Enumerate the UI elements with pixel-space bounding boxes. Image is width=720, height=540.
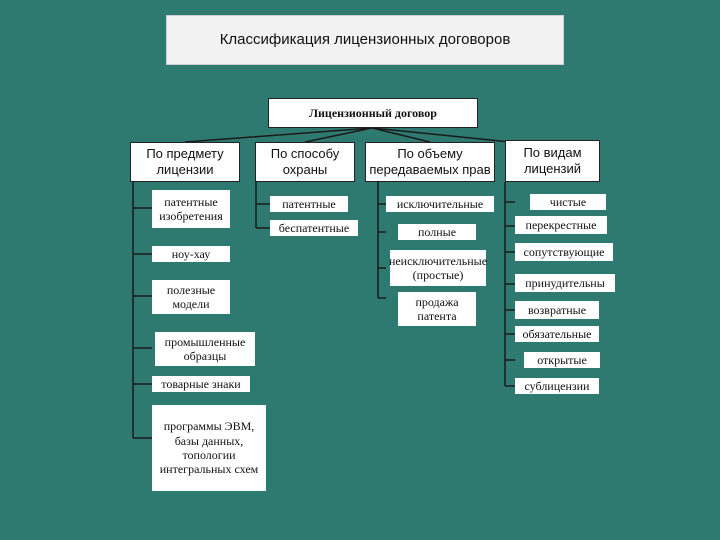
type-item-mandatory: обязательные: [515, 326, 599, 342]
protection-item-non-patent: беспатентные: [270, 220, 358, 236]
type-item-open: открытые: [524, 352, 600, 368]
type-item-compulsory: принудительны: [515, 274, 615, 292]
type-item-sublicense: сублицензии: [515, 378, 599, 394]
category-protection: По способу охраны: [255, 142, 355, 182]
root-node: Лицензионный договор: [268, 98, 478, 128]
subject-item-patent-inventions: патентные изобретения: [152, 190, 230, 228]
scope-item-full: полные: [398, 224, 476, 240]
category-subject: По предмету лицензии: [130, 142, 240, 182]
protection-item-patent: патентные: [270, 196, 348, 212]
scope-item-exclusive: исключительные: [386, 196, 494, 212]
type-item-accompanying: сопутствующие: [515, 243, 613, 261]
scope-item-non-exclusive: неисключительные (простые): [390, 250, 486, 286]
scope-item-patent-sale: продажа патента: [398, 292, 476, 326]
category-types: По видам лицензий: [505, 140, 600, 182]
type-item-pure: чистые: [530, 194, 606, 210]
subject-item-know-how: ноу-хау: [152, 246, 230, 262]
subject-item-utility-models: полезные модели: [152, 280, 230, 314]
type-item-cross: перекрестные: [515, 216, 607, 234]
category-scope: По объему передаваемых прав: [365, 142, 495, 182]
subject-item-software: программы ЭВМ, базы данных, топологии интегральных схем: [152, 405, 266, 491]
type-item-return: возвратные: [515, 301, 599, 319]
page-title: Классификация лицензионных договоров: [166, 15, 564, 65]
subject-item-trademarks: товарные знаки: [152, 376, 250, 392]
subject-item-industrial-designs: промышленные образцы: [155, 332, 255, 366]
